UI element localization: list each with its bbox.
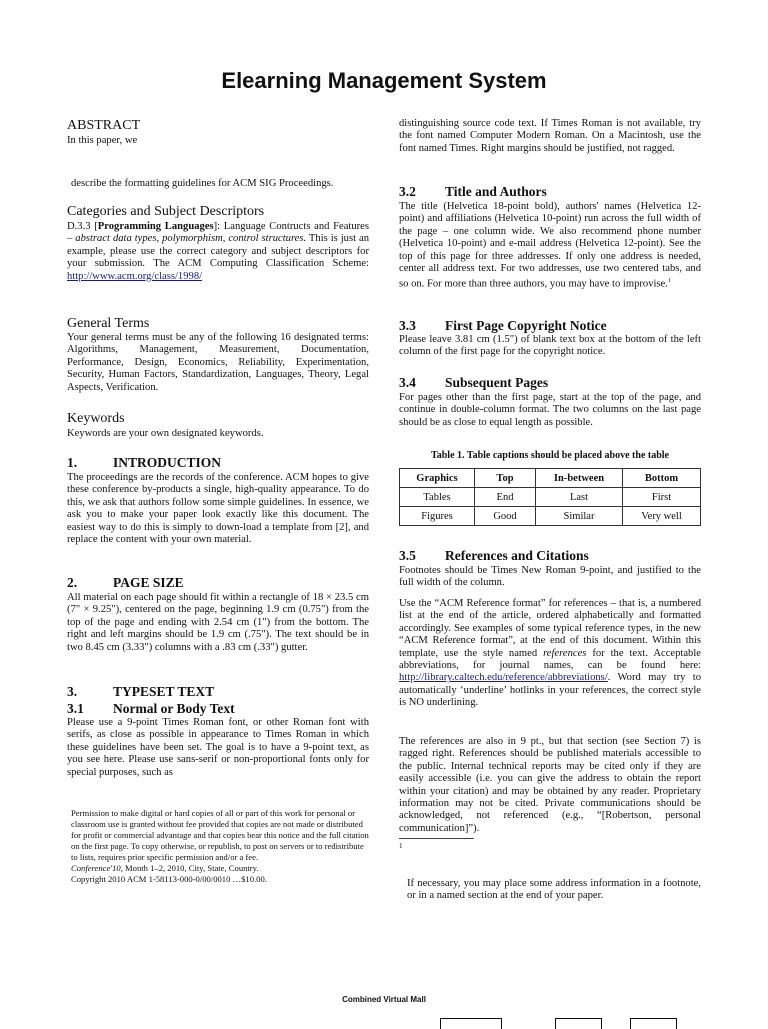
- keywords-text: Keywords are your own designated keywords.: [67, 428, 264, 439]
- table-header-cell: In-between: [536, 469, 623, 488]
- copyright-line: Copyright 2010 ACM 1-58113-000-0/00/0010 …$10.00.: [71, 874, 267, 884]
- abstract-line-1: In this paper, we: [67, 135, 138, 146]
- copyright-notice-text: Please leave 3.81 cm (1.5") of blank text box at the bottom of the left column of the first page for the copyright notice.: [399, 334, 701, 358]
- right-continuation-text: distinguishing source code text. If Times Roman is not available, try the font named Computer Modern Roman. On a Macintosh, use the font named Times. Right margins should be justified, not ragged.: [399, 118, 701, 154]
- footnote-text: If necessary, you may place some address information in a footnote, or in a named section at the end of your paper.: [407, 878, 701, 902]
- acm-class-link[interactable]: http://www.acm.org/class/1998/: [67, 270, 203, 282]
- table-1: [399, 468, 701, 526]
- page-size-heading: 2. PAGE SIZE: [67, 575, 184, 590]
- references-text-3: The references are also in 9 pt., but that section (see Section 7) is ragged right. References should be published materials accessible to the public. Internal technical reports may be cited only if they are easily accessible (i.e. you can give the address to obtain the report within your citation) and may be obtained by any reader. Proprietary information may not be cited. Private communications should be acknowledged, not referenced (e.g., “[Robertson, personal communication]”).: [399, 736, 701, 834]
- table-caption: Table 1. Table captions should be placed above the table: [430, 450, 669, 461]
- abstract-line-2: describe the formatting guidelines for ACM SIG Proceedings.: [71, 178, 334, 189]
- categories-heading: Categories and Subject Descriptors: [67, 204, 265, 219]
- general-terms-heading: General Terms: [67, 316, 150, 331]
- references-heading: 3.5 References and Citations: [399, 548, 589, 563]
- references-text-2: Use the “ACM Reference format” for references – that is, a numbered list at the end of the article, ordered alphabetically and formatted accordingly. See examples of some typical reference types, in the new “ACM Reference format”, at the end of this document. Within this template, use the style named references for the text. Acceptable abbreviations, for journal names, can be found here: http://library.caltech.edu/reference/abbreviations/. Word may try to automatically ‘underline’ hotlinks in your references, the correct style is NO underlining.: [399, 598, 701, 709]
- table-cell: Last: [536, 488, 623, 507]
- subsequent-pages-text: For pages other than the first page, start at the top of the page, and continue in double-column format. The two columns on the last page should be as close to equal length as possible.: [399, 392, 701, 428]
- footer-label: Combined Virtual Mall: [342, 995, 426, 1004]
- keywords-heading: Keywords: [67, 411, 125, 426]
- introduction-heading: 1. INTRODUCTION: [67, 455, 222, 470]
- table-row: [400, 488, 701, 507]
- table-cell: End: [475, 488, 536, 507]
- typeset-heading: 3. TYPESET TEXT: [67, 684, 215, 699]
- table-cell: First: [623, 488, 701, 507]
- table-row: [400, 507, 701, 526]
- permission-block: [71, 808, 369, 885]
- introduction-text: The proceedings are the records of the conference. ACM hopes to give these conference by-products a single, high-quality appearance. To do this, we ask that authors follow some simple guidelines. In essence, we ask you to make your paper look exactly like this document. The easiest way to do this is simply to down-load a template from [2], and replace the content with your own material.: [67, 472, 369, 546]
- general-terms-text: Your general terms must be any of the following 16 designated terms: Algorithms, Management, Measurement, Documentation, Performance, Design, Economics, Reliability, Experimentation, Security, Human Factors, Standardization, Languages, Theory, Legal Aspects, Verification.: [67, 332, 369, 393]
- table-header-cell: Bottom: [623, 469, 701, 488]
- table-header-cell: Top: [475, 469, 536, 488]
- table-cell: Tables: [400, 488, 475, 507]
- abbreviations-link[interactable]: http://library.caltech.edu/reference/abbreviations/: [399, 672, 608, 684]
- footnote-ref: 1: [667, 278, 671, 285]
- body-text-heading: 3.1 Normal or Body Text: [67, 701, 235, 716]
- table-header-cell: Graphics: [400, 469, 475, 488]
- table-cell: Good: [475, 507, 536, 526]
- page-size-text: All material on each page should fit within a rectangle of 18 × 23.5 cm (7" × 9.25"), centered on the page, beginning 1.9 cm (0.75") from the top of the page and ending with 2.54 cm (1") from the bottom. The right and left margins should be 1.9 cm (.75"). The text should be in two 8.45 cm (3.33") columns with a .83 cm (.33") gutter.: [67, 592, 369, 653]
- table-cell: Very well: [623, 507, 701, 526]
- copyright-notice-heading: 3.3 First Page Copyright Notice: [399, 318, 607, 333]
- permission-text: Permission to make digital or hard copies of all or part of this work for personal or classroom use is granted without fee provided that copies are not made or distributed for profit or commercial advantage and that copies bear this notice and the full citation on the first page. To copy otherwise, or republish, to post on servers or to redistribute to lists, requires prior specific permission and/or a fee.: [71, 808, 369, 862]
- categories-text: D.3.3 [Programming Languages]: Language Contructs and Features – abstract data types, polymorphism, control structures. This is just an example, please use the correct category and subject descriptors for your submission. The ACM Computing Classification Scheme: http://www.acm.org/class/1998/: [67, 221, 370, 282]
- footnote-mark: 1: [399, 842, 403, 850]
- conference-line: Conference'10, Month 1–2, 2010, City, State, Country.: [71, 863, 259, 873]
- table-cell: Similar: [536, 507, 623, 526]
- body-text-paragraph: Please use a 9-point Times Roman font, or other Roman font with serifs, as close as possible in appearance to Times Roman in which these guidelines have been set. The goal is to have a 9-point text, as you see here. Please use sans-serif or non-proportional fonts only for special purposes, such as: [67, 717, 369, 778]
- title-authors-text: The title (Helvetica 18-point bold), authors' names (Helvetica 12-point) and affiliations (Helvetica 10-point) run across the full width of the page – one column wide. We also recommend phone number (Helvetica 10-point) and e-mail address (Helvetica 12-point). See the top of this page for three addresses. If only one address is needed, center all address text. For two addresses, use two centered tabs, and so on. For more than three authors, you may have to improvise.$^1$: [399, 201, 701, 290]
- table-header-row: [400, 469, 701, 488]
- paper-title: Elearning Management System: [221, 68, 547, 93]
- subsequent-pages-heading: 3.4 Subsequent Pages: [399, 375, 549, 390]
- title-authors-heading: 3.2 Title and Authors: [399, 184, 547, 199]
- references-text-1: Footnotes should be Times New Roman 9-point, and justified to the full width of the column.: [399, 565, 701, 589]
- footnote-rule: [399, 838, 474, 839]
- abstract-heading: ABSTRACT: [67, 118, 141, 133]
- table-cell: Figures: [400, 507, 475, 526]
